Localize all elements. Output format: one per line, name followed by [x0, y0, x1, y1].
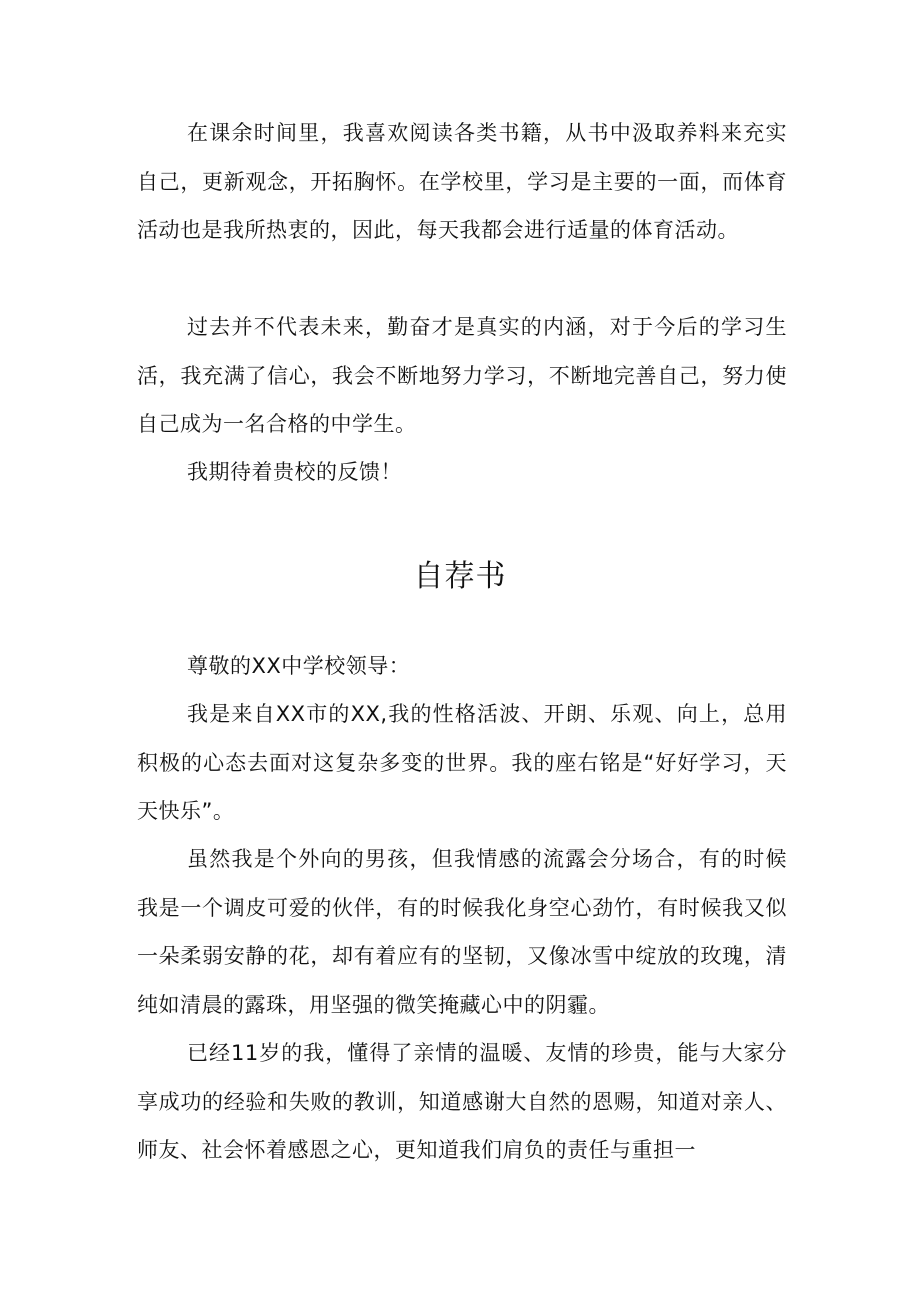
- paragraph-closing: 我期待着贵校的反馈！: [187, 460, 402, 484]
- paragraph-future-confidence: 过去并不代表未来，勤奋才是真实的内涵，对于今后的学习生活，我充满了信心，我会不断地努力学习，不断地完善自己，努力使自己成为一名合格的中学生。: [137, 315, 787, 436]
- paragraph-reading-sports: 在课余时间里，我喜欢阅读各类书籍，从书中汲取养料来充实自己，更新观念，开拓胸怀。在学校里，学习是主要的一面，而体育活动也是我所热衷的，因此，每天我都会进行适量的体育活动。: [137, 121, 787, 242]
- salutation: 尊敬的XX中学校领导：: [187, 654, 411, 678]
- paragraph-gratitude: 已经11岁的我，懂得了亲情的温暖、友情的珍贵，能与大家分享成功的经验和失败的教训，知道感谢大自然的恩赐，知道对亲人、师友、社会怀着感恩之心，更知道我们肩负的责任与重担一: [137, 1041, 787, 1162]
- paragraph-introduction: 我是来自XX市的XX,我的性格活波、开朗、乐观、向上，总用积极的心态去面对这复杂多变的世界。我的座右铭是“好好学习，天天快乐”。: [137, 702, 787, 823]
- page-title: 自荐书: [413, 559, 507, 594]
- paragraph-personality: 虽然我是个外向的男孩，但我情感的流露会分场合，有的时候我是一个调皮可爱的伙伴，有的时候我化身空心劲竹，有时候我又似一朵柔弱安静的花，却有着应有的坚韧，又像冰雪中绽放的玫瑰，清纯如清晨的露珠，用坚强的微笑掩藏心中的阴霾。: [137, 847, 787, 1017]
